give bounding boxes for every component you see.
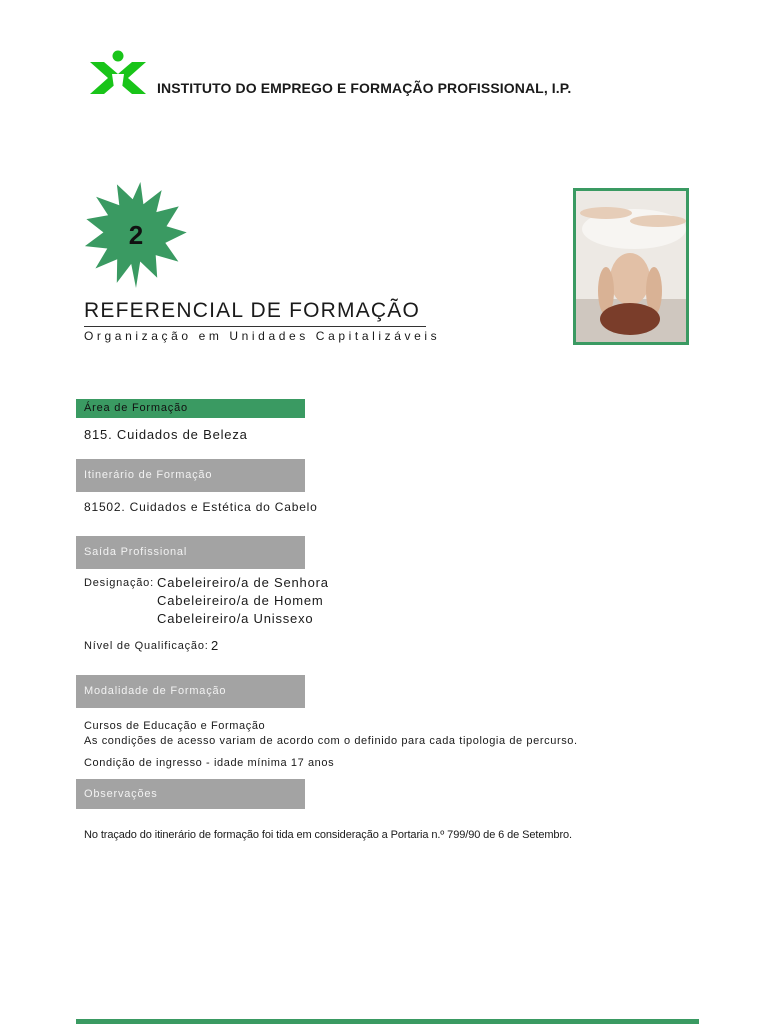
ingresso-condition: Condição de ingresso - idade mínima 17 anos <box>84 757 335 769</box>
designacao-item: Cabeleireiro/a de Senhora <box>157 575 329 590</box>
designacao-item: Cabeleireiro/a Unissexo <box>157 611 314 626</box>
saida-section-header <box>76 536 305 569</box>
starburst-badge-icon <box>82 180 190 292</box>
spa-treatment-photo <box>573 188 689 345</box>
itinerario-section-label: Itinerário de Formação <box>84 469 213 481</box>
observacoes-text: No traçado do itinerário de formação foi tida em consideração a Portaria n.º 799/90 de 6 de Setembro. <box>84 829 572 841</box>
document-title: REFERENCIAL DE FORMAÇÃO <box>84 299 421 322</box>
footer-bar <box>76 1019 699 1024</box>
area-section-header <box>76 399 305 418</box>
area-section-label: Área de Formação <box>84 402 188 414</box>
itinerario-value: 81502. Cuidados e Estética do Cabelo <box>84 500 318 514</box>
modalidade-section-header <box>76 675 305 708</box>
observacoes-section-header <box>76 779 305 809</box>
itinerario-section-header <box>76 459 305 492</box>
designacao-label: Designação: <box>84 577 154 589</box>
modalidade-line: As condições de acesso variam de acordo com o definido para cada tipologia de percurso. <box>84 735 578 747</box>
badge-number: 2 <box>128 220 144 250</box>
spa-treatment-image <box>576 191 686 342</box>
title-divider <box>84 326 426 327</box>
organization-name: INSTITUTO DO EMPREGO E FORMAÇÃO PROFISSIONAL, I.P. <box>157 80 572 96</box>
observacoes-section-label: Observações <box>84 788 158 800</box>
modalidade-line: Cursos de Educação e Formação <box>84 720 266 732</box>
modalidade-section-label: Modalidade de Formação <box>84 685 227 697</box>
nivel-label: Nível de Qualificação: <box>84 640 209 652</box>
saida-section-label: Saída Profissional <box>84 546 188 558</box>
designacao-item: Cabeleireiro/a de Homem <box>157 593 324 608</box>
iefp-logo-icon <box>88 50 148 96</box>
document-subtitle: Organização em Unidades Capitalizáveis <box>84 329 441 343</box>
area-value: 815. Cuidados de Beleza <box>84 427 248 442</box>
nivel-value: 2 <box>211 638 220 653</box>
